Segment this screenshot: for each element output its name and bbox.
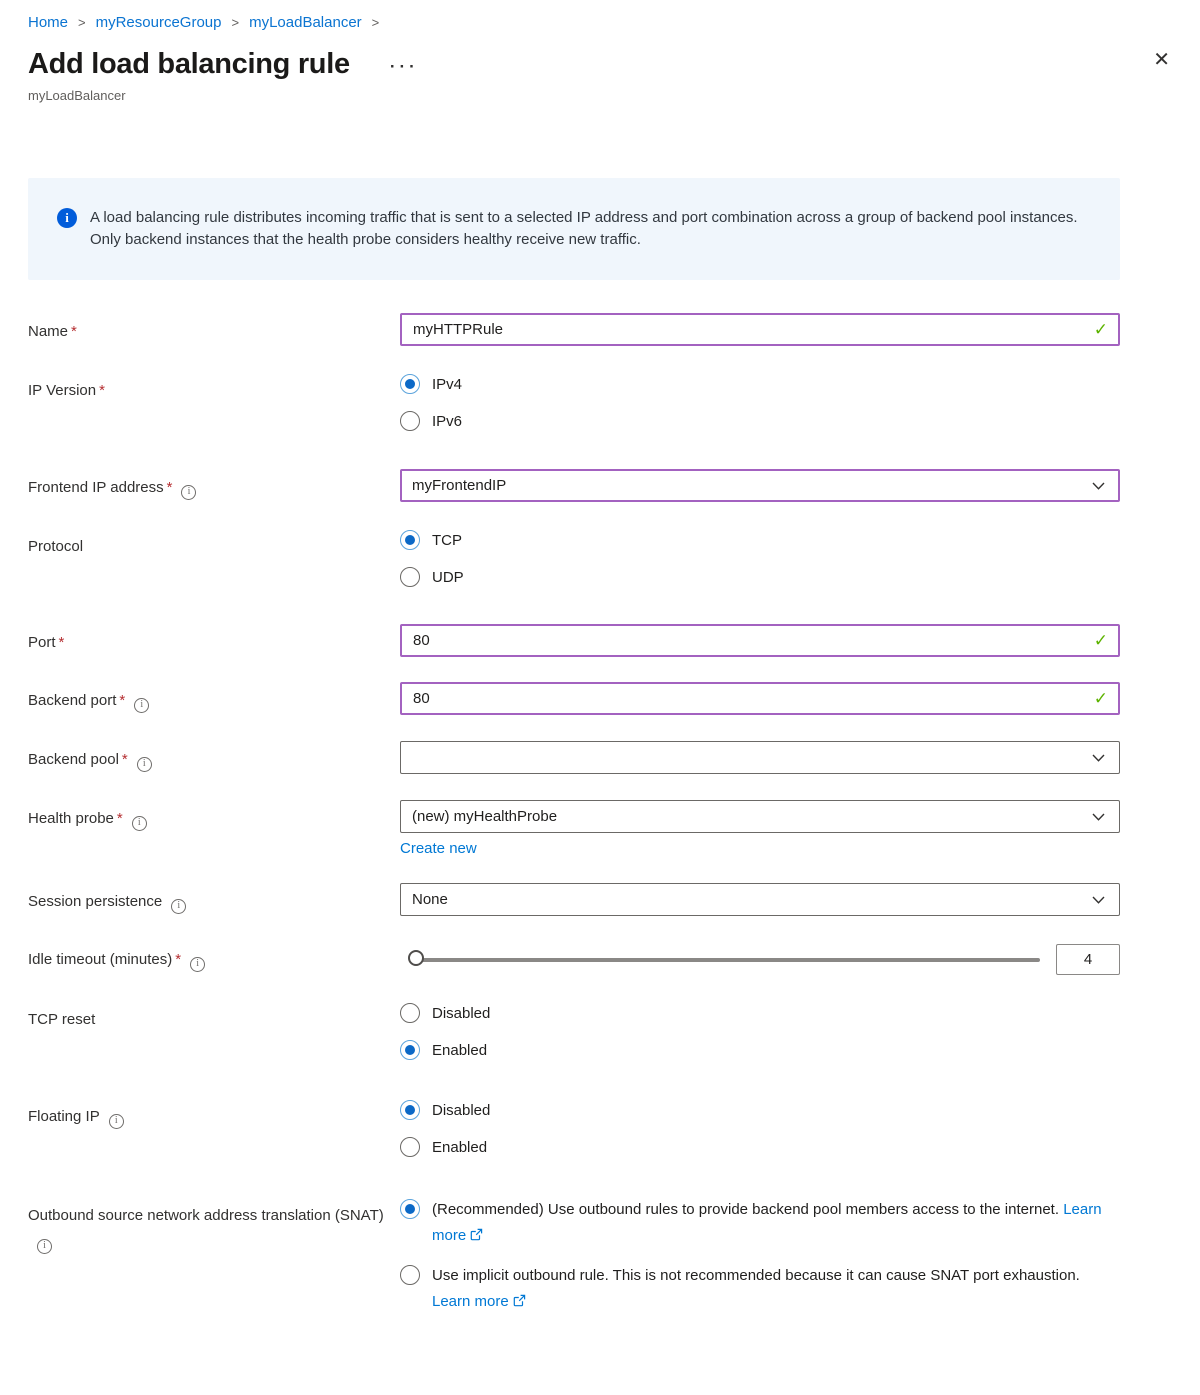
radio-circle-icon: [400, 567, 420, 587]
row-port: [28, 624, 1172, 657]
row-frontend-ip: [28, 469, 1172, 502]
info-icon[interactable]: i: [190, 957, 205, 972]
radio-circle-icon: [400, 374, 420, 394]
breadcrumb-separator-icon: >: [78, 15, 86, 30]
close-icon[interactable]: ✕: [1153, 49, 1170, 71]
pane-subtitle: myLoadBalancer: [28, 88, 126, 103]
radio-circle-icon: [400, 1265, 420, 1285]
idle-timeout-label: Idle timeout (minutes) * i: [28, 941, 400, 975]
protocol-radio-group: [400, 528, 1120, 587]
info-banner-text: A load balancing rule distributes incoming traffic that is sent to a selected IP address and port combination across a group of backend pool instances. Only backend instances that the health probe considers healthy receive new traffic.: [90, 209, 1078, 248]
row-health-probe: [28, 800, 1172, 857]
name-label: Name *: [28, 323, 77, 340]
radio-circle-icon: [400, 1100, 420, 1120]
title-bar: [28, 48, 1172, 81]
protocol-udp-radio[interactable]: UDP: [400, 567, 1120, 587]
info-icon[interactable]: i: [171, 899, 186, 914]
radio-circle-icon: [400, 411, 420, 431]
radio-circle-icon: [400, 1199, 420, 1219]
breadcrumb: [28, 14, 1172, 31]
tcp-reset-label: TCP reset: [28, 1011, 96, 1028]
external-link-icon: [470, 1228, 483, 1241]
required-marker: *: [58, 634, 65, 651]
port-input[interactable]: [400, 624, 1120, 657]
info-icon[interactable]: i: [132, 816, 147, 831]
ip-version-radio-group: [400, 372, 1120, 431]
snat-label: Outbound source network address translation (SNAT)i: [28, 1197, 400, 1329]
rule-form: [28, 313, 1172, 1329]
snat-outbound-rules-radio[interactable]: (Recommended) Use outbound rules to provide backend pool members access to the internet. Learn more: [400, 1197, 1120, 1249]
backend-pool-label: Backend pool * i: [28, 741, 400, 774]
floating-ip-enabled-radio[interactable]: Enabled: [400, 1137, 1120, 1157]
idle-timeout-value-input[interactable]: [1056, 944, 1120, 975]
floating-ip-disabled-radio[interactable]: Disabled: [400, 1100, 1120, 1120]
radio-circle-icon: [400, 1040, 420, 1060]
breadcrumb-separator-icon: >: [231, 15, 240, 30]
valid-check-icon: ✓: [1093, 631, 1108, 650]
backend-port-label: Backend port * i: [28, 682, 400, 715]
row-session-persistence: [28, 883, 1172, 916]
chevron-down-icon: [1092, 896, 1105, 904]
row-snat: [28, 1197, 1172, 1329]
radio-circle-icon: [400, 530, 420, 550]
health-probe-label: Health probe * i: [28, 800, 400, 857]
chevron-down-icon: [1092, 813, 1105, 821]
required-marker: *: [166, 479, 173, 496]
info-banner-icon: i: [57, 208, 77, 228]
required-marker: *: [116, 810, 123, 827]
session-persistence-dropdown[interactable]: None: [400, 883, 1120, 916]
external-link-icon: [513, 1294, 526, 1307]
row-name: [28, 313, 1172, 346]
ip-version-label: IP Version *: [28, 382, 105, 399]
info-icon[interactable]: i: [137, 757, 152, 772]
row-backend-pool: [28, 741, 1172, 774]
frontend-ip-label: Frontend IP address * i: [28, 469, 400, 502]
tcp-reset-radio-group: [400, 1001, 1120, 1060]
info-icon[interactable]: i: [181, 485, 196, 500]
ip-version-ipv4-radio[interactable]: IPv4: [400, 374, 1120, 394]
row-floating-ip: [28, 1098, 1172, 1157]
radio-circle-icon: [400, 1003, 420, 1023]
radio-circle-icon: [400, 1137, 420, 1157]
idle-timeout-slider[interactable]: [410, 946, 1040, 973]
more-options-button[interactable]: ···: [389, 57, 419, 76]
floating-ip-radio-group: [400, 1098, 1120, 1157]
row-backend-port: [28, 682, 1172, 715]
snat-radio-group: [400, 1197, 1120, 1329]
ip-version-ipv6-radio[interactable]: IPv6: [400, 411, 1120, 431]
health-probe-dropdown[interactable]: (new) myHealthProbe: [400, 800, 1120, 833]
protocol-tcp-radio[interactable]: TCP: [400, 530, 1120, 550]
required-marker: *: [119, 692, 126, 709]
info-icon[interactable]: i: [134, 698, 149, 713]
breadcrumb-separator-icon: >: [371, 15, 380, 30]
breadcrumb-load-balancer[interactable]: myLoadBalancer: [249, 14, 362, 31]
slider-track[interactable]: [410, 958, 1040, 962]
valid-check-icon: ✓: [1093, 689, 1108, 708]
chevron-down-icon: [1092, 482, 1105, 490]
create-new-link[interactable]: Create new: [400, 840, 477, 857]
required-marker: *: [121, 751, 128, 768]
learn-more-link[interactable]: Learn more: [432, 1201, 1102, 1244]
breadcrumb-home[interactable]: Home: [28, 14, 69, 31]
floating-ip-label: Floating IP i: [28, 1098, 400, 1157]
required-marker: *: [99, 382, 105, 399]
row-idle-timeout: [28, 941, 1172, 975]
chevron-down-icon: [1092, 754, 1105, 762]
name-input[interactable]: [400, 313, 1120, 346]
tcp-reset-enabled-radio[interactable]: Enabled: [400, 1040, 1120, 1060]
row-protocol: [28, 528, 1172, 587]
row-ip-version: [28, 372, 1172, 431]
info-banner: [28, 178, 1120, 280]
session-persistence-label: Session persistence i: [28, 883, 400, 916]
snat-implicit-rule-radio[interactable]: Use implicit outbound rule. This is not recommended because it can cause SNAT port exhaustion. Learn more: [400, 1263, 1120, 1315]
required-marker: *: [175, 951, 182, 968]
port-label: Port *: [28, 634, 65, 651]
tcp-reset-disabled-radio[interactable]: Disabled: [400, 1003, 1120, 1023]
slider-thumb[interactable]: [408, 950, 424, 966]
page-title: Add load balancing rule: [28, 48, 350, 80]
row-tcp-reset: [28, 1001, 1172, 1060]
info-icon[interactable]: i: [109, 1114, 124, 1129]
info-icon[interactable]: i: [37, 1239, 52, 1254]
valid-check-icon: ✓: [1093, 320, 1108, 339]
backend-pool-dropdown[interactable]: [400, 741, 1120, 774]
frontend-ip-dropdown[interactable]: myFrontendIP: [400, 469, 1120, 502]
required-marker: *: [71, 323, 77, 340]
learn-more-link[interactable]: Learn more: [432, 1293, 509, 1310]
breadcrumb-resource-group[interactable]: myResourceGroup: [95, 14, 222, 31]
protocol-label: Protocol: [28, 538, 84, 555]
backend-port-input[interactable]: [400, 682, 1120, 715]
